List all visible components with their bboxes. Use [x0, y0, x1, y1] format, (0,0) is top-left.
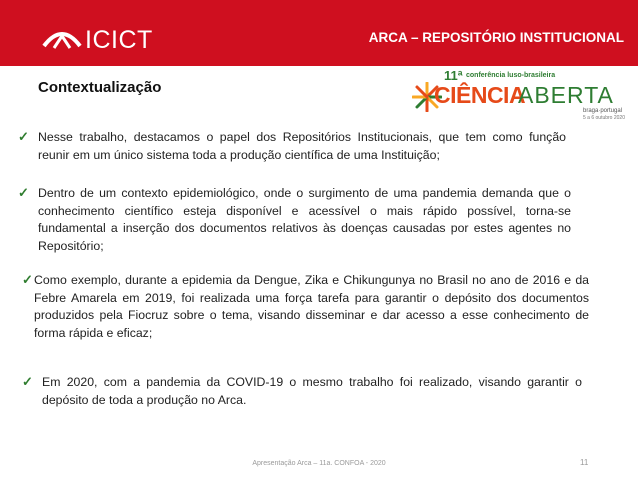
bullet-item: Como exemplo, durante a epidemia da Dengue, Zika e Chikungunya no Brasil no ano de 2016 e da Febre Amarela em 2019, foi realizada uma força tarefa para garantir o depósito dos documentos produzidos pela Fiocruz sobre o tema, visando disseminar e dar acesso a esse conhecimento de forma rápida e eficaz;: [34, 273, 589, 340]
checkmark-icon: ✓: [18, 185, 29, 200]
page-number: 11: [580, 458, 589, 467]
header-title: ARCA – REPOSITÓRIO INSTITUCIONAL: [368, 30, 624, 45]
icict-logo-mark-icon: [42, 28, 82, 50]
bullet-item: Nesse trabalho, destacamos o papel dos Repositórios Institucionais, que tem como função reunir em um único sistema toda a produção científica de uma Instituição;: [38, 130, 566, 162]
bullet-item: Em 2020, com a pandemia da COVID-19 o mesmo trabalho foi realizado, visando garantir o depósito de toda a produção no Arca.: [42, 375, 582, 407]
footer-text: Apresentação Arca – 11a. CONFOA - 2020: [252, 460, 386, 467]
conference-location: braga·portugal: [583, 108, 623, 114]
conference-edition: 11ª: [444, 68, 463, 83]
header-bar: [0, 0, 638, 66]
conference-subtitle: conferência luso-brasileira: [466, 72, 556, 79]
section-title: Contextualização: [38, 79, 162, 96]
conference-word-aberta: ABERTA: [518, 82, 614, 108]
bullet-item: Dentro de um contexto epidemiológico, onde o surgimento de uma pandemia demanda que o conhecimento científico esteja disponível e acessível o mais rápido possível, torna-se fundamental a inserção dos documentos relativos às doenças causadas por estes agentes no Repositório;: [38, 186, 571, 253]
conference-word-ciencia: CIÊNCIA: [434, 82, 526, 108]
logo-text: ICICT: [85, 26, 153, 54]
checkmark-icon: ✓: [22, 272, 33, 287]
checkmark-icon: ✓: [22, 374, 33, 389]
conference-dates: 5 a 6 outubro 2020: [583, 115, 625, 121]
checkmark-icon: ✓: [18, 129, 29, 144]
conference-logo: [412, 68, 628, 122]
